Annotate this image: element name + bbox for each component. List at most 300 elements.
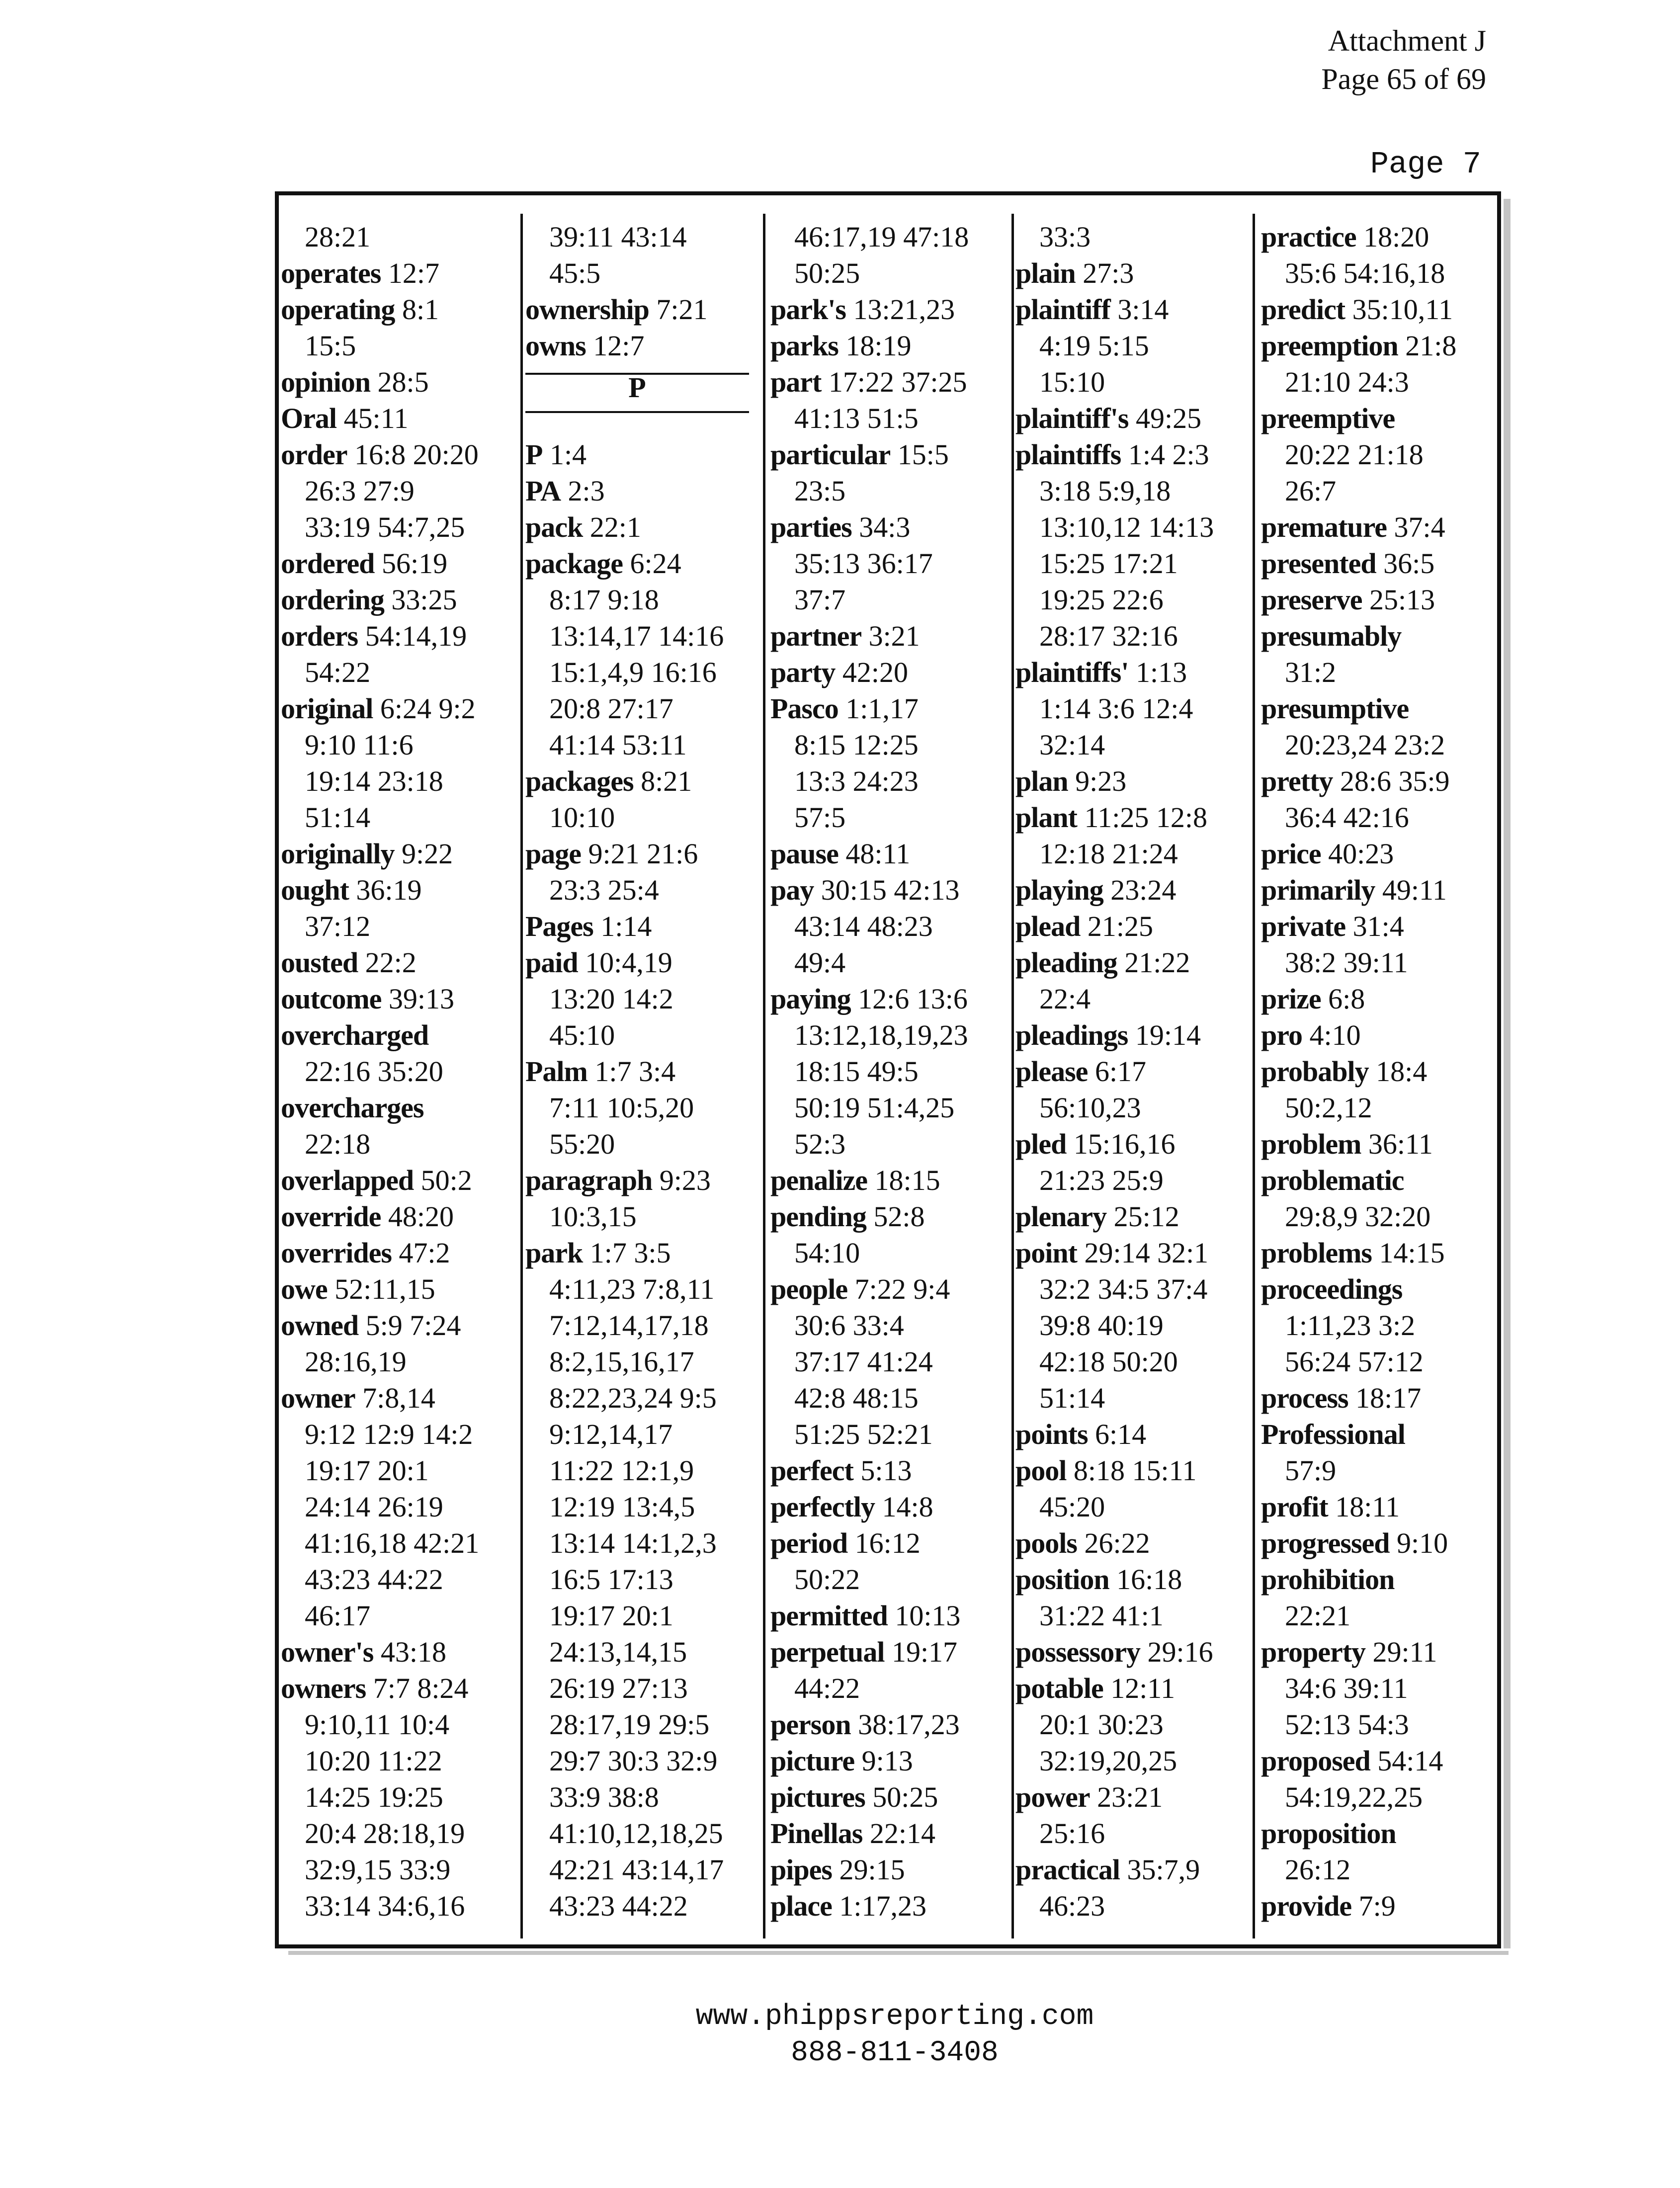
index-entry [770, 291, 1007, 328]
index-page-refs: 48:11 [845, 838, 911, 870]
index-entry [281, 1235, 514, 1271]
index-entry [281, 1090, 514, 1162]
index-term: perfectly [770, 1491, 875, 1523]
index-page-refs-continued: 20:1 30:23 [1039, 1708, 1164, 1741]
index-page-refs-continued: 54:10 [794, 1237, 860, 1269]
column-divider [1253, 214, 1255, 1938]
index-entry [525, 291, 759, 328]
index-page-refs: 9:23 [659, 1164, 711, 1196]
index-term: possessory [1015, 1636, 1141, 1668]
index-term: overcharged [281, 1019, 429, 1051]
index-page-refs: 1:7 3:4 [594, 1055, 676, 1088]
index-page-refs-continued: 23:3 25:4 [549, 874, 659, 906]
index-term: originally [281, 838, 395, 870]
index-page-refs: 1:4 2:3 [1128, 438, 1209, 471]
index-page-refs: 15:16,16 [1073, 1128, 1176, 1160]
index-entry [770, 1634, 1007, 1706]
index-page-refs-continued: 1:11,23 3:2 [1285, 1309, 1416, 1342]
index-term: plaintiff [1015, 293, 1110, 326]
index-page-refs: 49:11 [1382, 874, 1447, 906]
index-page-refs-continued: 24:13,14,15 [549, 1636, 687, 1668]
index-page-refs-continued: 13:10,12 14:13 [1039, 511, 1214, 543]
index-page-refs-continued: 12:19 13:4,5 [549, 1491, 695, 1523]
index-page-refs-continued: 21:10 24:3 [1285, 366, 1409, 398]
index-page-refs-continued: 32:14 [1039, 729, 1105, 761]
index-term: plenary [1015, 1200, 1107, 1233]
index-page-refs: 23:24 [1110, 874, 1176, 906]
index-entry [1015, 1670, 1249, 1779]
index-page-refs-continued: 54:22 [305, 656, 371, 688]
index-entry [1261, 1126, 1495, 1162]
index-page-refs: 34:3 [859, 511, 911, 543]
index-page-refs-continued: 28:17,19 29:5 [549, 1708, 710, 1741]
index-page-refs-continued: 26:12 [1285, 1853, 1351, 1886]
index-page-refs-continued: 23:5 [794, 475, 846, 507]
index-page-refs: 1:14 [600, 910, 652, 942]
index-term: people [770, 1273, 848, 1305]
index-page-refs: 30:15 42:13 [821, 874, 960, 906]
index-page-refs-continued: 50:25 [794, 257, 860, 289]
index-page-refs: 29:14 32:1 [1084, 1237, 1209, 1269]
index-page-refs: 50:2 [420, 1164, 472, 1196]
index-entry [281, 255, 514, 291]
index-term: partner [770, 620, 862, 652]
index-term: pause [770, 838, 839, 870]
index-page-refs: 10:13 [895, 1599, 961, 1632]
index-term: Professional [1261, 1418, 1405, 1450]
index-page-refs: 11:25 12:8 [1084, 801, 1208, 834]
index-page-refs-continued: 13:14,17 14:16 [549, 620, 724, 652]
index-page-refs: 12:11 [1110, 1672, 1176, 1704]
index-entry [1015, 1053, 1249, 1126]
index-entry [770, 1198, 1007, 1271]
index-term: presented [1261, 547, 1376, 580]
index-term: proposed [1261, 1745, 1370, 1777]
index-page-refs-continued: 41:16,18 42:21 [305, 1527, 480, 1559]
index-page-refs: 27:3 [1083, 257, 1134, 289]
index-page-refs-continued: 37:17 41:24 [794, 1346, 933, 1378]
index-term: operates [281, 257, 381, 289]
index-entry [1015, 1126, 1249, 1198]
index-page-refs-continued: 15:1,4,9 16:16 [549, 656, 717, 688]
index-page-refs: 7:8,14 [362, 1382, 435, 1414]
index-entry [770, 219, 1007, 291]
index-term: prize [1261, 983, 1321, 1015]
index-page-refs: 45:11 [343, 402, 409, 434]
index-entry [770, 509, 1007, 618]
index-page-refs: 19:14 [1135, 1019, 1201, 1051]
index-page-refs: 17:22 37:25 [828, 366, 967, 398]
index-entry [770, 1851, 1007, 1888]
index-page-refs: 16:18 [1116, 1563, 1182, 1596]
index-page-refs: 56:19 [381, 547, 448, 580]
index-page-refs: 21:25 [1087, 910, 1153, 942]
index-page-refs-continued: 22:18 [305, 1128, 371, 1160]
index-page-refs-continued: 20:4 28:18,19 [305, 1817, 465, 1850]
index-term: owners [281, 1672, 366, 1704]
index-entry [1015, 1416, 1249, 1452]
index-entry [1015, 1017, 1249, 1053]
index-page-refs: 29:16 [1147, 1636, 1213, 1668]
index-term: plant [1015, 801, 1077, 834]
index-page-refs: 28:6 35:9 [1340, 765, 1450, 797]
index-term: plaintiffs' [1015, 656, 1129, 688]
index-term: presumably [1261, 620, 1402, 652]
index-page-refs-continued: 20:22 21:18 [1285, 438, 1424, 471]
index-page-refs-continued: 9:10,11 10:4 [305, 1708, 450, 1741]
index-page-refs-continued: 35:6 54:16,18 [1285, 257, 1445, 289]
index-page-refs: 37:4 [1394, 511, 1445, 543]
index-term: packages [525, 765, 634, 797]
index-page-refs-continued: 11:22 12:1,9 [549, 1454, 694, 1487]
index-entry [1261, 582, 1495, 618]
index-page-refs: 35:7,9 [1127, 1853, 1200, 1886]
index-page-refs: 42:20 [842, 656, 908, 688]
index-entry [1261, 690, 1495, 763]
index-term: preemption [1261, 330, 1398, 362]
index-term: please [1015, 1055, 1088, 1088]
index-page-refs-continued: 51:25 52:21 [794, 1418, 933, 1450]
index-page-refs-continued: 10:3,15 [549, 1200, 637, 1233]
index-page-refs-continued: 35:13 36:17 [794, 547, 933, 580]
index-entry [1261, 509, 1495, 545]
index-entry [770, 436, 1007, 509]
index-term: picture [770, 1745, 855, 1777]
index-entry [770, 1598, 1007, 1634]
index-entry [281, 1271, 514, 1307]
index-page-refs: 14:15 [1379, 1237, 1445, 1269]
index-entry [1015, 654, 1249, 763]
index-page-refs-continued: 10:20 11:22 [305, 1745, 442, 1777]
index-term: page [525, 838, 581, 870]
index-page-refs-continued: 19:14 23:18 [305, 765, 443, 797]
index-entry [1015, 436, 1249, 654]
index-term: pools [1015, 1527, 1077, 1559]
index-page-refs: 22:14 [869, 1817, 935, 1850]
index-entry [1015, 1235, 1249, 1416]
index-term: P [525, 438, 543, 471]
index-entry [281, 618, 514, 690]
index-term: ought [281, 874, 349, 906]
index-entry [281, 1307, 514, 1380]
index-page-refs-continued: 55:20 [549, 1128, 615, 1160]
index-entry [525, 908, 759, 944]
attachment-label: Attachment J [1328, 24, 1486, 57]
index-page-refs: 10:4,19 [585, 946, 672, 979]
index-term: private [1261, 910, 1346, 942]
index-entry [281, 836, 514, 872]
index-term: PA [525, 475, 561, 507]
index-page-refs: 26:22 [1084, 1527, 1150, 1559]
index-page-refs: 39:13 [388, 983, 454, 1015]
index-entry [281, 582, 514, 618]
index-entry [1261, 1743, 1495, 1815]
index-entry [525, 219, 759, 291]
index-page-refs: 8:18 15:11 [1073, 1454, 1197, 1487]
index-term: ousted [281, 946, 358, 979]
index-entry [1015, 219, 1249, 255]
index-page-refs: 15:5 [897, 438, 949, 471]
index-page-refs: 29:15 [839, 1853, 905, 1886]
index-entry [1261, 1815, 1495, 1888]
footer-phone: 888-811-3408 [791, 2037, 999, 2069]
index-page-refs-continued: 9:12 12:9 14:2 [305, 1418, 473, 1450]
index-entry [525, 509, 759, 545]
index-term: pretty [1261, 765, 1333, 797]
index-page-refs: 9:13 [861, 1745, 913, 1777]
index-term: owner's [281, 1636, 374, 1668]
index-term: operating [281, 293, 395, 326]
index-page-refs-continued: 25:16 [1039, 1817, 1105, 1850]
index-page-refs: 21:22 [1124, 946, 1190, 979]
index-page-refs: 12:6 13:6 [858, 983, 968, 1015]
index-page-refs-continued: 9:12,14,17 [549, 1418, 673, 1450]
index-term: pay [770, 874, 814, 906]
index-term: position [1015, 1563, 1109, 1596]
index-term: premature [1261, 511, 1387, 543]
index-entry [281, 364, 514, 400]
index-entry [770, 1271, 1007, 1452]
index-term: playing [1015, 874, 1103, 906]
index-entry [281, 219, 514, 255]
index-page-refs: 48:20 [388, 1200, 454, 1233]
index-page-refs: 9:22 [401, 838, 453, 870]
index-term: overcharges [281, 1092, 424, 1124]
index-page-refs-continued: 44:22 [794, 1672, 860, 1704]
index-page-refs-continued: 22:21 [1285, 1599, 1351, 1632]
index-term: plaintiffs [1015, 438, 1121, 471]
index-page-refs-continued: 32:9,15 33:9 [305, 1853, 451, 1886]
index-page-refs: 16:12 [854, 1527, 921, 1559]
index-entry [281, 291, 514, 364]
index-entry [770, 1525, 1007, 1598]
index-page-refs-continued: 37:12 [305, 910, 371, 942]
index-page-refs-continued: 33:19 54:7,25 [305, 511, 465, 543]
index-entry [1261, 1235, 1495, 1271]
index-term: ordering [281, 584, 384, 616]
index-page-refs-continued: 28:21 [305, 221, 371, 253]
index-page-refs-continued: 43:23 44:22 [549, 1890, 688, 1922]
frame-shadow-right [1504, 199, 1511, 1948]
index-page-refs: 28:5 [377, 366, 429, 398]
index-page-refs-continued: 39:11 43:14 [549, 221, 687, 253]
index-term: pack [525, 511, 583, 543]
index-entry [1015, 291, 1249, 400]
index-page-refs: 18:11 [1335, 1491, 1400, 1523]
index-term: paid [525, 946, 578, 979]
index-term: pleading [1015, 946, 1117, 979]
index-page-refs: 38:17,23 [858, 1708, 960, 1741]
index-entry [770, 1815, 1007, 1851]
index-page-refs-continued: 56:24 57:12 [1285, 1346, 1424, 1378]
index-page-refs: 5:9 7:24 [365, 1309, 461, 1342]
index-column-1 [281, 219, 514, 1929]
index-entry [770, 836, 1007, 872]
index-entry [770, 981, 1007, 1162]
index-term: parks [770, 330, 839, 362]
index-page-refs-continued: 8:17 9:18 [549, 584, 659, 616]
index-term: point [1015, 1237, 1077, 1269]
index-term: preserve [1261, 584, 1362, 616]
index-term: overlapped [281, 1164, 414, 1196]
index-term: parties [770, 511, 852, 543]
index-entry [525, 763, 759, 836]
index-term: orders [281, 620, 358, 652]
index-page-refs-continued: 26:7 [1285, 475, 1337, 507]
index-term: paying [770, 983, 851, 1015]
index-entry [1015, 1561, 1249, 1634]
index-page-refs-continued: 56:10,23 [1039, 1092, 1141, 1124]
index-entry [1261, 1053, 1495, 1126]
index-page-refs-continued: 8:15 12:25 [794, 729, 919, 761]
index-page-refs-continued: 13:3 24:23 [794, 765, 919, 797]
index-term: proceedings [1261, 1273, 1403, 1305]
index-page-refs-continued: 26:3 27:9 [305, 475, 415, 507]
index-term: permitted [770, 1599, 888, 1632]
index-entry [770, 1489, 1007, 1525]
attachment-page-count: Page 65 of 69 [1321, 63, 1486, 95]
index-page-refs: 13:21,23 [853, 293, 955, 326]
index-column-3 [770, 219, 1007, 1929]
index-page-refs: 1:1,17 [845, 692, 919, 725]
index-entry [770, 1888, 1007, 1924]
index-entry [281, 400, 514, 436]
index-page-refs-continued: 50:22 [794, 1563, 860, 1596]
index-term: original [281, 692, 373, 725]
index-entry [525, 436, 759, 473]
index-page-refs-continued: 10:10 [549, 801, 615, 834]
index-page-refs-continued: 20:8 27:17 [549, 692, 673, 725]
index-page-refs: 6:17 [1094, 1055, 1147, 1088]
index-page-refs: 7:7 8:24 [373, 1672, 469, 1704]
index-page-refs-continued: 16:5 17:13 [549, 1563, 673, 1596]
index-term: Pinellas [770, 1817, 863, 1850]
index-entry [1015, 1198, 1249, 1235]
index-term: pool [1015, 1454, 1067, 1487]
index-page-refs-continued: 45:5 [549, 257, 601, 289]
index-entry [770, 690, 1007, 836]
index-term: place [770, 1890, 832, 1922]
index-page-refs-continued: 12:18 21:24 [1039, 838, 1178, 870]
index-entry [1261, 1634, 1495, 1743]
index-page-refs: 7:22 9:4 [854, 1273, 950, 1305]
index-page-refs-continued: 31:2 [1285, 656, 1337, 688]
index-term: perpetual [770, 1636, 885, 1668]
index-page-refs: 29:11 [1372, 1636, 1437, 1668]
index-term: person [770, 1708, 851, 1741]
index-entry [525, 944, 759, 1053]
index-term: park's [770, 293, 846, 326]
index-term: owned [281, 1309, 359, 1342]
index-page-refs: 36:11 [1368, 1128, 1433, 1160]
index-term: Pasco [770, 692, 839, 725]
index-term: ordered [281, 547, 375, 580]
index-term: paragraph [525, 1164, 653, 1196]
index-page-refs-continued: 46:23 [1039, 1890, 1105, 1922]
index-column-4 [1015, 219, 1249, 1929]
index-page-refs: 9:10 [1397, 1527, 1448, 1559]
index-page-refs-continued: 14:25 19:25 [305, 1781, 443, 1813]
index-entry [281, 545, 514, 582]
index-term: pending [770, 1200, 866, 1233]
index-entry [1261, 1561, 1495, 1634]
index-term: points [1015, 1418, 1088, 1450]
index-page-refs-continued: 37:7 [794, 584, 846, 616]
index-entry [1015, 1779, 1249, 1851]
index-entry [1261, 1888, 1495, 1924]
transcript-page-label: Page 7 [1370, 147, 1481, 182]
index-entry [1015, 255, 1249, 291]
index-term: primarily [1261, 874, 1375, 906]
index-page-refs: 7:21 [656, 293, 708, 326]
index-term: perfect [770, 1454, 853, 1487]
section-letter: P [628, 371, 646, 404]
index-entry [281, 1634, 514, 1670]
index-entry [770, 1779, 1007, 1815]
index-page-refs: 3:14 [1117, 293, 1169, 326]
index-term: property [1261, 1636, 1366, 1668]
index-page-refs: 18:17 [1355, 1382, 1422, 1414]
index-page-refs: 14:8 [882, 1491, 933, 1523]
index-page-refs: 1:17,23 [839, 1890, 926, 1922]
index-entry [525, 1162, 759, 1235]
index-entry [1015, 1525, 1249, 1561]
index-page-refs: 12:7 [388, 257, 439, 289]
index-entry [525, 1235, 759, 1924]
index-page-refs-continued: 24:14 26:19 [305, 1491, 443, 1523]
index-page-refs-continued: 8:2,15,16,17 [549, 1346, 694, 1378]
index-page-refs-continued: 13:12,18,19,23 [794, 1019, 968, 1051]
index-page-refs-continued: 45:10 [549, 1019, 615, 1051]
index-page-refs: 8:1 [402, 293, 439, 326]
index-term: particular [770, 438, 891, 471]
index-entry [281, 1670, 514, 1924]
index-page-refs: 8:21 [641, 765, 692, 797]
index-page-refs-continued: 31:22 41:1 [1039, 1599, 1164, 1632]
index-page-refs-continued: 13:14 14:1,2,3 [549, 1527, 717, 1559]
index-page-refs-continued: 52:3 [794, 1128, 846, 1160]
index-term: practical [1015, 1853, 1120, 1886]
index-page-refs-continued: 4:11,23 7:8,11 [549, 1273, 715, 1305]
index-entry [1261, 1017, 1495, 1053]
index-term: pleadings [1015, 1019, 1128, 1051]
index-entry [1261, 291, 1495, 328]
index-entry [1261, 618, 1495, 690]
index-page-refs: 6:14 [1095, 1418, 1147, 1450]
index-page-refs: 1:7 3:5 [589, 1237, 671, 1269]
index-entry [525, 836, 759, 908]
index-page-refs-continued: 36:4 42:16 [1285, 801, 1409, 834]
index-page-refs: 19:17 [891, 1636, 958, 1668]
index-page-refs-continued: 34:6 39:11 [1285, 1672, 1408, 1704]
index-entry [770, 1706, 1007, 1743]
index-entry [1015, 400, 1249, 436]
index-page-refs: 40:23 [1328, 838, 1394, 870]
index-entry [1261, 219, 1495, 291]
index-page-refs: 18:19 [845, 330, 912, 362]
index-page-refs: 1:4 [549, 438, 587, 471]
index-page-refs: 43:18 [380, 1636, 446, 1668]
index-page-refs-continued: 22:4 [1039, 983, 1091, 1015]
index-page-refs: 2:3 [568, 475, 605, 507]
index-entry [281, 944, 514, 981]
index-term: problem [1261, 1128, 1361, 1160]
index-page-refs: 36:19 [356, 874, 422, 906]
index-entry [1261, 836, 1495, 872]
index-entry [1261, 328, 1495, 400]
column-divider [1011, 214, 1014, 1938]
index-entry [1015, 763, 1249, 799]
